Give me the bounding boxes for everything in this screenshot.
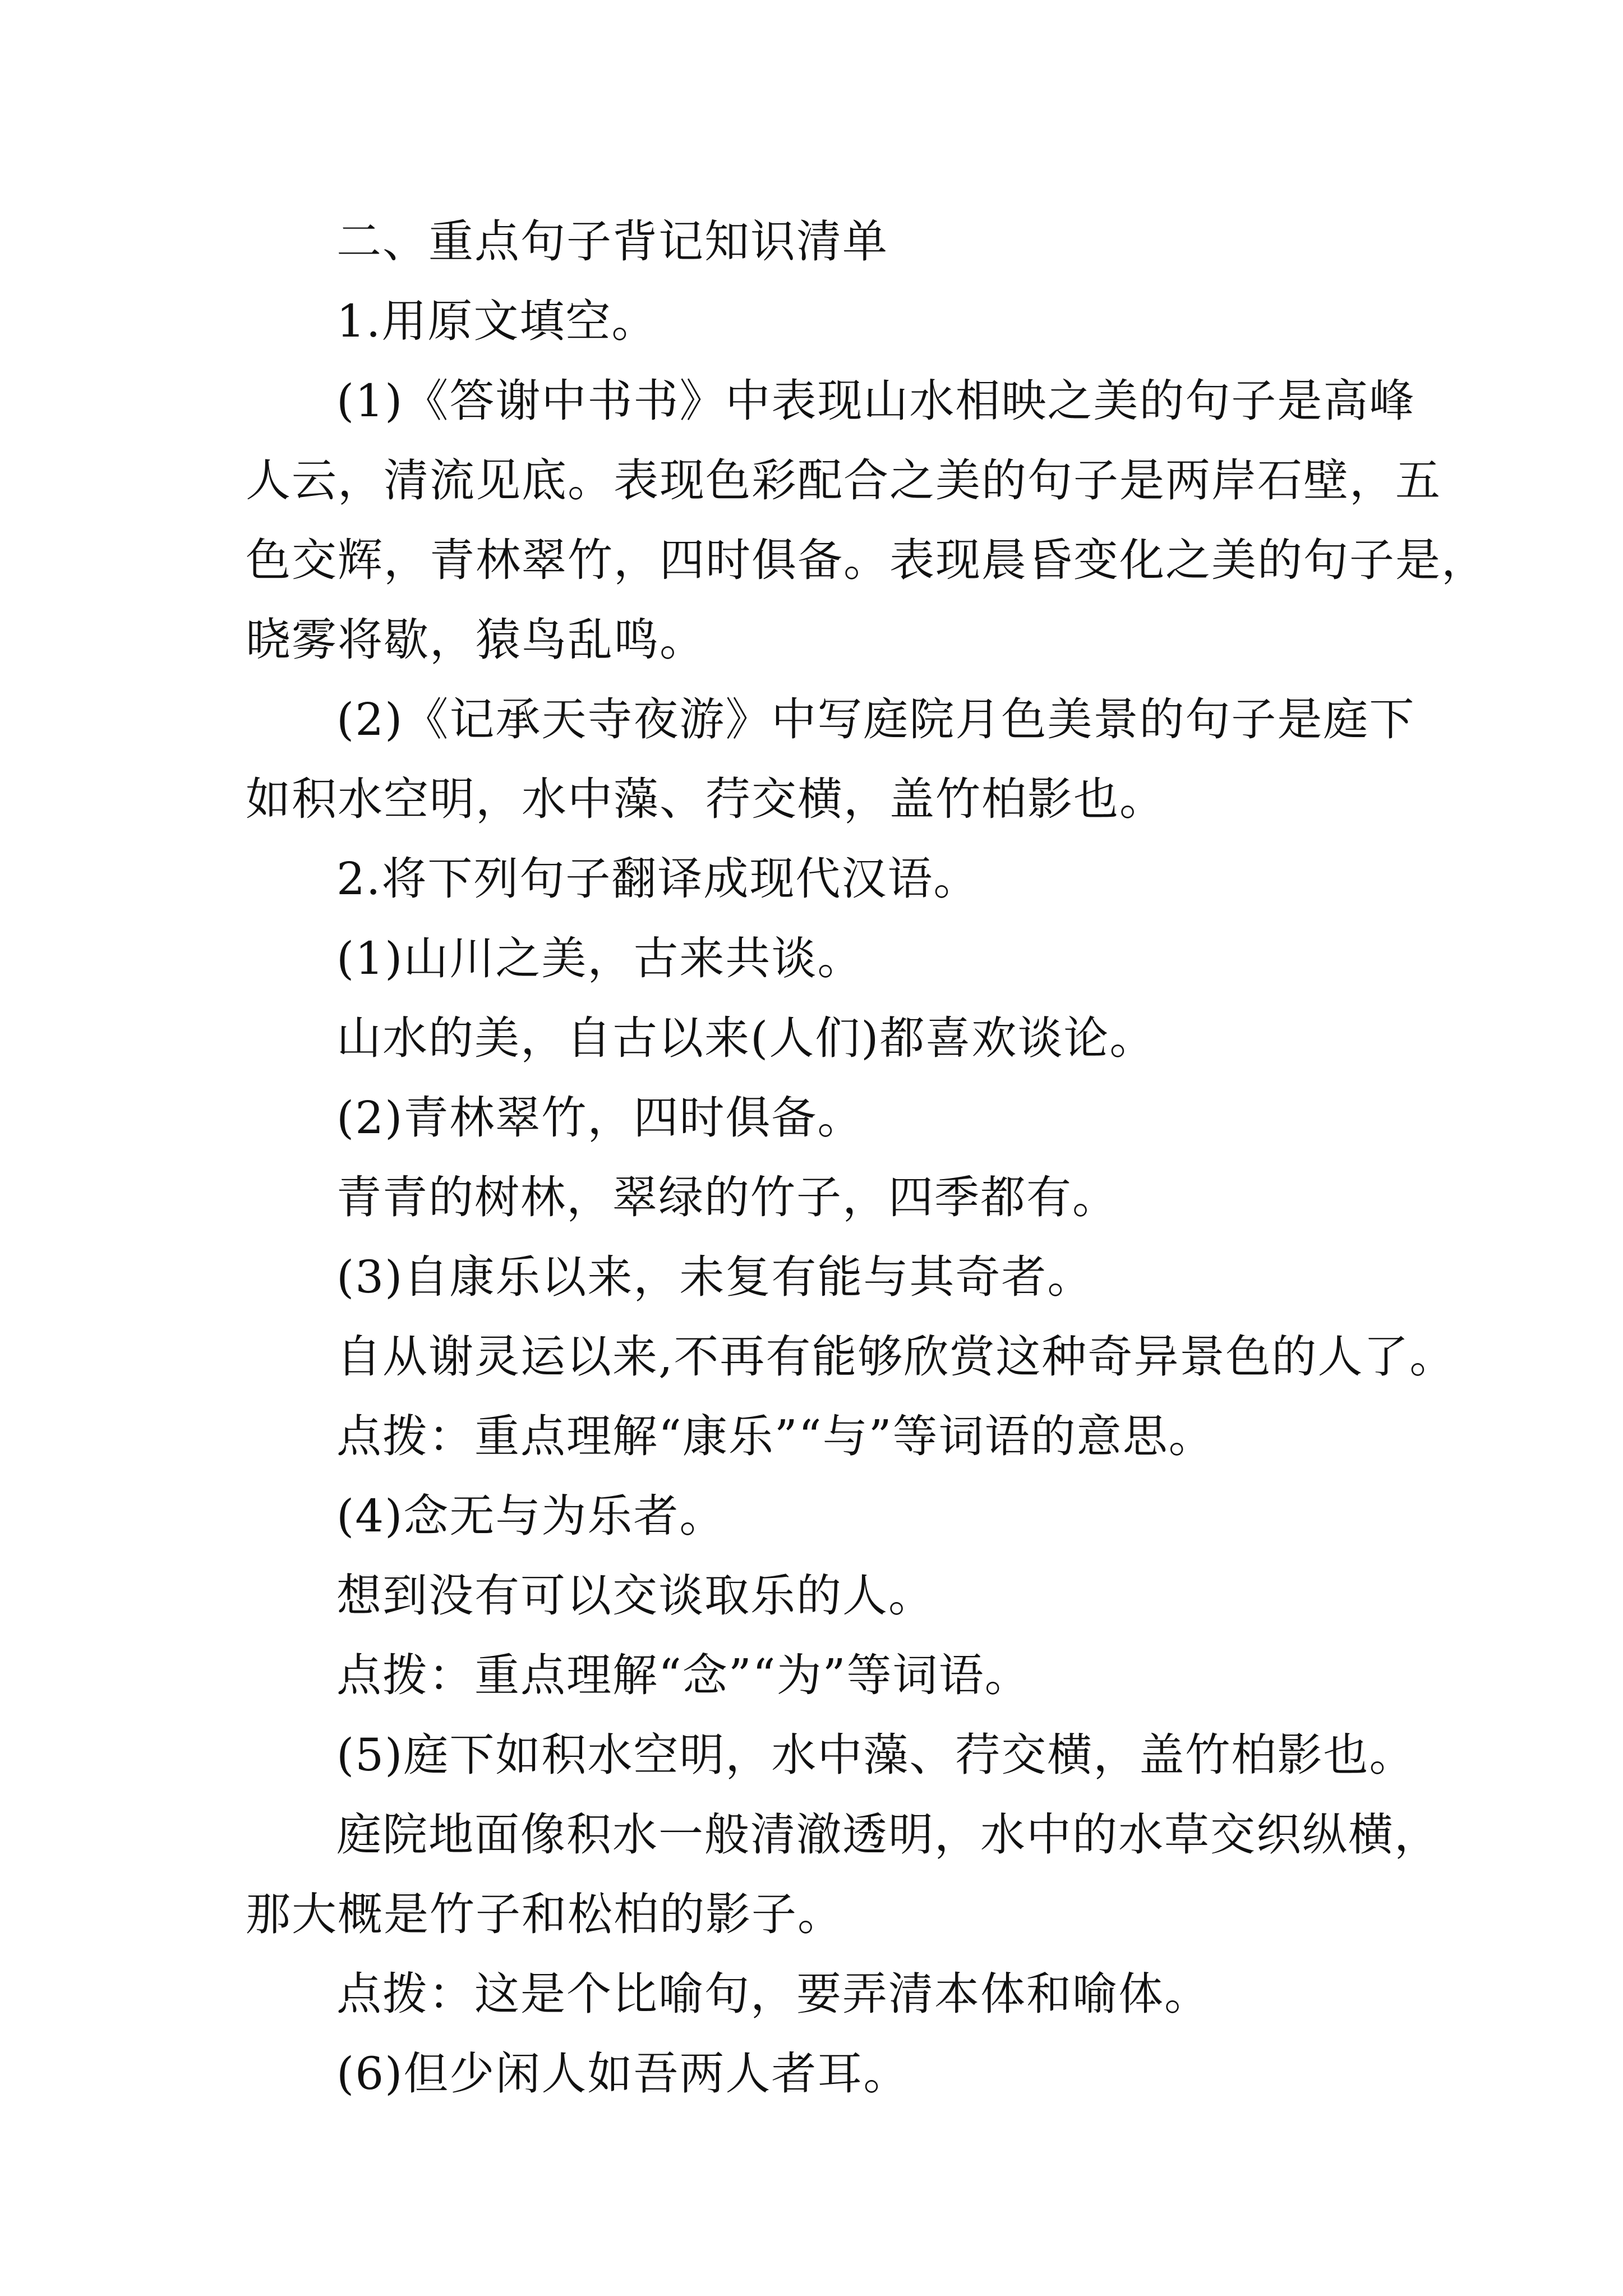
section-title: 二、重点句子背记知识清单 — [336, 215, 888, 268]
q2-sentence-5: (5)庭下如积水空明，水中藻、荇交横，盖竹柏影也。 — [336, 1729, 1415, 1781]
q1-item1-line1: (1)《答谢中书书》中表现山水相映之美的句子是高峰 — [336, 375, 1415, 427]
q2-translation-1: 山水的美，自古以来(人们)都喜欢谈论。 — [336, 1012, 1156, 1064]
q1-item2-line1: (2)《记承天寺夜游》中写庭院月色美景的句子是庭下 — [336, 693, 1415, 746]
q2-translation-2: 青青的树林，翠绿的竹子，四季都有。 — [336, 1171, 1118, 1223]
document-content — [246, 202, 1487, 2114]
q1-item1-line2: 人云，清流见底。表现色彩配合之美的句子是两岸石壁，五 — [246, 454, 1441, 507]
q2-translation-3: 自从谢灵运以来,不再有能够欣赏这种奇异景色的人了。 — [336, 1331, 1456, 1383]
q2-translation-5-line1: 庭院地面像积水一般清澈透明，水中的水草交织纵横， — [336, 1809, 1440, 1861]
q2-note-4: 点拨：重点理解“念”“为”等词语。 — [336, 1649, 1031, 1701]
q2-sentence-3: (3)自康乐以来，未复有能与其奇者。 — [336, 1251, 1094, 1303]
q1-item1-line3: 色交辉，青林翠竹，四时俱备。表现晨昏变化之美的句子是， — [246, 534, 1487, 586]
q2-translation-4: 想到没有可以交谈取乐的人。 — [336, 1570, 934, 1622]
question-2-heading: 2.将下列句子翻译成现代汉语。 — [336, 853, 980, 905]
question-1-heading: 1.用原文填空。 — [336, 295, 658, 347]
q1-item1-line4: 晓雾将歇，猿鸟乱鸣。 — [246, 614, 706, 666]
q2-translation-5-line2: 那大概是竹子和松柏的影子。 — [246, 1888, 843, 1940]
q1-item2-line2: 如积水空明，水中藻、荇交横，盖竹柏影也。 — [246, 773, 1165, 825]
q2-note-5: 点拨：这是个比喻句，要弄清本体和喻体。 — [336, 1968, 1210, 2020]
q2-note-3: 点拨：重点理解“康乐”“与”等词语的意思。 — [336, 1410, 1215, 1462]
q2-sentence-4: (4)念无与为乐者。 — [336, 1490, 726, 1542]
q2-sentence-6: (6)但少闲人如吾两人者耳。 — [336, 2047, 910, 2100]
q2-sentence-2: (2)青林翠竹，四时俱备。 — [336, 1092, 864, 1144]
q2-sentence-1: (1)山川之美，古来共谈。 — [336, 932, 864, 984]
